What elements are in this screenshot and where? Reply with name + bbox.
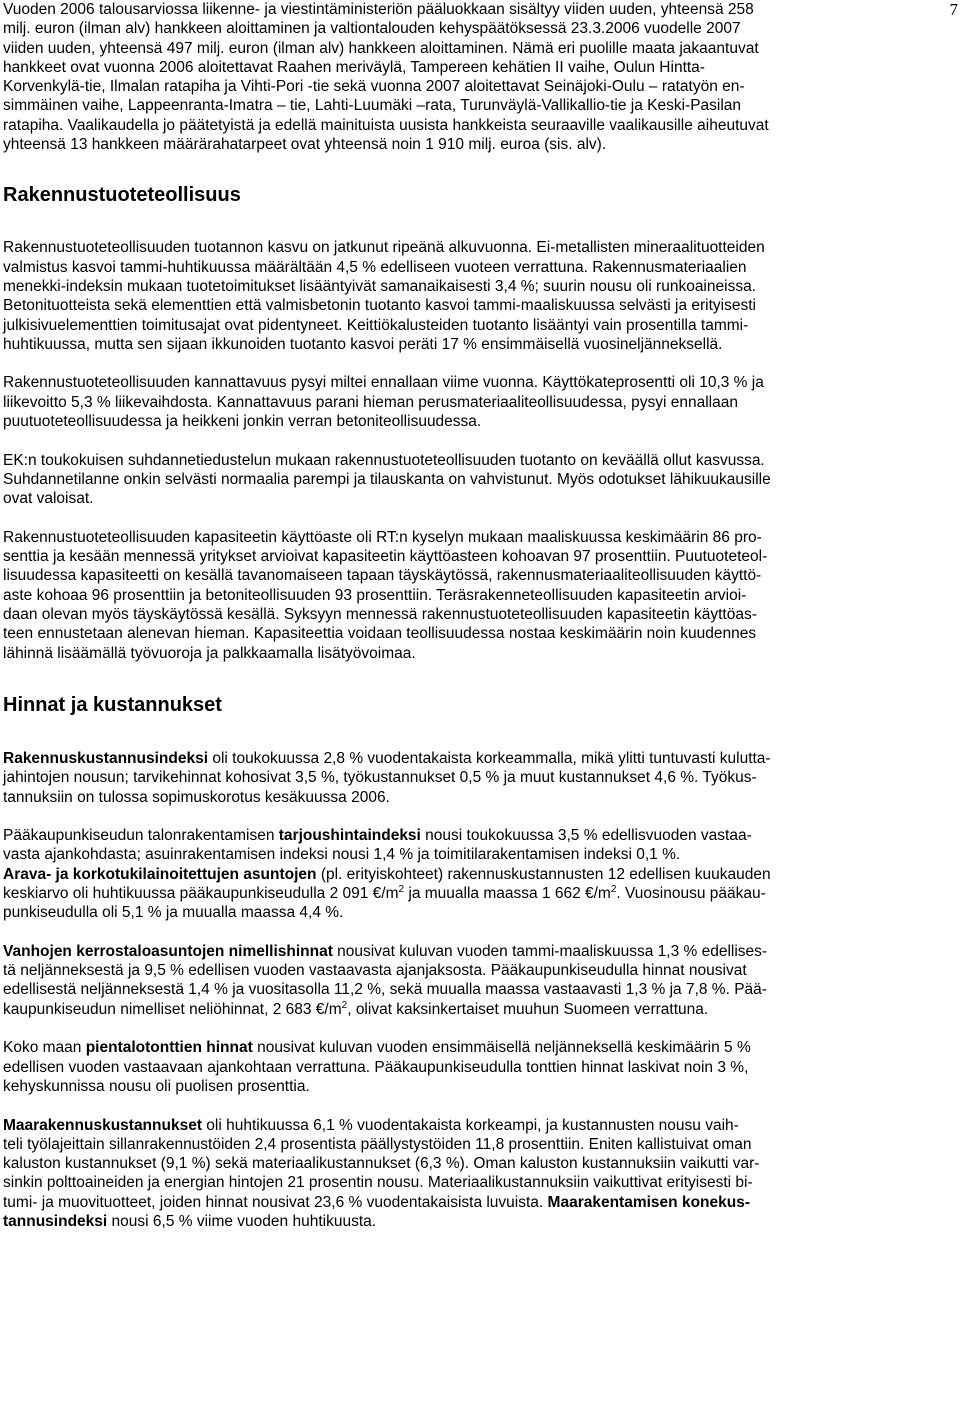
text-line: valmistus kasvoi tammi-huhtikuussa määrältään 4,5 % edelliseen vuoteen verrattuna. Rakennusmateriaalien	[3, 258, 747, 276]
text-line: vasta ajankohdasta; asuinrakentamisen indeksi nousi 1,4 % ja toimitilarakentamisen indeksi 0,1 %.	[3, 846, 681, 864]
text-line: punkiseudulla oli 5,1 % ja muualla maassa 4,4 %.	[3, 904, 344, 922]
text-run: oli toukokuussa 2,8 % vuodentakaista korkeammalla, mikä ylitti tuntuvasti kulutta-	[208, 749, 771, 767]
bold-term: tannusindeksi	[3, 1213, 108, 1231]
text-line: Betonituotteista sekä elementtien että valmisbetonin tuotanto kasvoi tammi-maaliskuussa selvästi ja erityisesti	[3, 297, 756, 315]
text-run: tumi- ja muovituotteet, joiden hinnat nousivat 23,6 % vuodentakaisista luvuista.	[3, 1193, 548, 1211]
bold-term: Arava- ja korkotukilainoitettujen asuntojen	[3, 865, 317, 883]
bold-term: Rakennuskustannusindeksi	[3, 749, 209, 767]
bold-term: Maarakennuskustannukset	[3, 1116, 202, 1134]
text-line: kehyskunnissa nousu oli puolisen prosenttia.	[3, 1077, 310, 1095]
bold-term: Maarakentamisen konekus-	[547, 1193, 750, 1211]
paragraph	[3, 1116, 953, 1232]
bold-term: tarjoushintaindeksi	[278, 827, 421, 845]
text-line: lähinnä lisäämällä työvuoroja ja palkkaamalla lisätyövoimaa.	[3, 644, 416, 662]
text-run: (pl. erityiskohteet) rakennuskustannusten 12 edellisen kuukauden	[316, 865, 771, 883]
text-run: nousivat kuluvan vuoden tammi-maaliskuussa 1,3 % edellises-	[332, 942, 768, 960]
text-line: Rakennustuoteteollisuuden tuotannon kasvu on jatkunut ripeänä alkuvuonna. Ei-metallisten mineraalituotteiden	[3, 239, 765, 257]
page-number: 7	[949, 0, 958, 19]
text-line: Rakennustuoteteollisuuden kannattavuus pysyi miltei ennallaan viime vuonna. Käyttökateprosentti oli 10,3 % ja	[3, 374, 764, 392]
superscript: 2	[341, 999, 348, 1011]
bold-term: Vanhojen kerrostaloasuntojen nimellishinnat	[3, 942, 333, 960]
text-line: huhtikuussa, mutta sen sijaan ikkunoiden tuotanto kasvoi peräti 17 % ensimmäisellä vuosineljänneksellä.	[3, 335, 723, 353]
text-line: liikevoitto 5,3 % liikevaihdosta. Kannattavuus parani hieman perusmateriaaliteollisuudessa, pysyi ennallaan	[3, 393, 738, 411]
text-line: Korvenkylä-tie, Ilmalan ratapiha ja Vihti-Pori -tie sekä vuonna 2007 aloitettavat Seinäjoki-Oulu – ratatyön en-	[3, 78, 745, 96]
paragraph	[3, 528, 953, 663]
superscript: 2	[398, 883, 405, 895]
text-line: ovat valoisat.	[3, 490, 94, 508]
text-line: teen ennustetaan alenevan hieman. Kapasiteettia voidaan teollisuudessa nostaa keskimäärin noin kuudennes	[3, 625, 757, 643]
section-heading-rakennustuoteteollisuus: Rakennustuoteteollisuus	[3, 184, 241, 207]
text-line: senttia ja kesään mennessä yritykset arvioivat kapasiteetin käyttöasteen kohoavan 97 prosenttiin. Puutuoteteol-	[3, 548, 768, 566]
superscript: 2	[610, 883, 617, 895]
text-line: julkisivuelementtien toimitusajat ovat pidentyneet. Keittiökalusteiden tuotanto lisääntyi vain prosentilla tammi-	[3, 316, 749, 334]
paragraph	[3, 373, 953, 431]
text-line: simmäinen vaihe, Lappeenranta-Imatra – tie, Lahti-Luumäki –rata, Turunväylä-Vallikallio-tie ja Keski-Pasilan	[3, 97, 742, 115]
text-run: , olivat kaksinkertaiset muuhun Suomeen verrattuna.	[347, 1000, 709, 1018]
text-line: puutuoteteollisuudessa ja heikkeni jonkin verran betoniteollisuudessa.	[3, 413, 482, 431]
paragraph	[3, 749, 953, 807]
text-run: Koko maan	[3, 1039, 86, 1057]
bold-term: pientalotonttien hinnat	[85, 1039, 253, 1057]
paragraph	[3, 451, 953, 509]
text-line: aste kohoaa 96 prosenttiin ja betoniteollisuuden 93 prosenttiin. Teräsrakenneteollisuuden kapasiteetin arvioi-	[3, 586, 747, 604]
text-line: viiden uuden, yhteensä 497 milj. euron (ilman alv) hankkeen aloittaminen. Nämä eri puolille maata jakaantuvat	[3, 39, 759, 57]
text-line: menekki-indeksin mukaan tuotetoimitukset lisääntyivät samanaikaisesti 3,4 %; suurin nousu oli runkoaineissa.	[3, 277, 756, 295]
text-line: hankkeet ovat vuonna 2006 aloitettavat Raahen meriväylä, Tampereen kehätien II vaihe, Oulun Hintta-	[3, 58, 705, 76]
section-heading-hinnat-ja-kustannukset: Hinnat ja kustannukset	[3, 693, 222, 716]
text-line: daan olevan myös täyskäytössä kesällä. Syksyyn mennessä rakennustuoteteollisuuden kapasiteetin käyttöas-	[3, 606, 757, 624]
text-line: jahintojen nousun; tarvikehinnat kohosivat 3,5 %, työkustannukset 0,5 % ja muut kustannukset 4,6 %. Työkus-	[3, 769, 757, 787]
document-body	[3, 0, 953, 1231]
text-run: nousivat kuluvan vuoden ensimmäisellä neljänneksellä keskimäärin 5 %	[252, 1039, 751, 1057]
text-run: keskiarvo oli huhtikuussa pääkaupunkiseudulla 2 091 €/m	[3, 884, 399, 902]
text-run: nousi 6,5 % viime vuoden huhtikuusta.	[107, 1213, 377, 1231]
text-line: Rakennustuoteteollisuuden kapasiteetin käyttöaste oli RT:n kyselyn mukaan maaliskuussa keskimäärin 86 pro-	[3, 528, 762, 546]
text-line: Suhdannetilanne onkin selvästi normaalia parempi ja tilauskanta on vahvistunut. Myös odotukset lähikuukausille	[3, 470, 771, 488]
text-run: ja muualla maassa 1 662 €/m	[404, 884, 611, 902]
text-line: Vuoden 2006 talousarviossa liikenne- ja viestintäministeriön pääluokkaan sisältyy viiden uuden, yhteensä 258	[3, 1, 754, 18]
paragraph	[3, 942, 953, 1019]
paragraph	[3, 826, 953, 922]
text-line: sinkin polttoaineiden ja energian hintojen 21 prosentin nousu. Materiaalikustannuksiin vaikuttivat erityisesti bi-	[3, 1174, 753, 1192]
text-line: milj. euron (ilman alv) hankkeen aloittaminen ja valtiontalouden kehyspäätöksessä 23.3.2006 vuodelle 2007	[3, 20, 741, 38]
text-run: Pääkaupunkiseudun talonrakentamisen	[3, 827, 279, 845]
text-line: tä neljänneksestä ja 9,5 % edellisen vuoden vastaavasta ajanjaksosta. Pääkaupunkiseudulla hinnat nousivat	[3, 962, 747, 980]
text-run: nousi toukokuussa 3,5 % edellisvuoden vastaa-	[420, 827, 752, 845]
text-run: . Vuosinousu pääkau-	[616, 884, 766, 902]
intro-paragraph	[3, 0, 953, 154]
text-line: tannuksiin on tulossa sopimuskorotus kesäkuussa 2006.	[3, 788, 390, 806]
text-run: kaupunkiseudun nimelliset neliöhinnat, 2 683 €/m	[3, 1000, 342, 1018]
text-line: kaluston kustannukset (9,1 %) sekä materiaalikustannukset (6,3 %). Oman kaluston kustannuksiin vaikutti var-	[3, 1155, 760, 1173]
text-line: edellisen vuoden vastaavaan ajankohtaan verrattuna. Pääkaupunkiseudulla tonttien hinnat laskivat noin 3 %,	[3, 1058, 749, 1076]
paragraph	[3, 238, 953, 354]
text-line: teli työlajeittain sillanrakennustöiden 2,4 prosentista päällystystöiden 11,8 prosenttiin. Eniten kallistuivat oman	[3, 1135, 752, 1153]
text-line: edellisestä neljänneksestä 1,4 % ja vuositasolla 11,2 %, sekä muualla maassa vastaavasti 1,3 % ja 7,8 %. Pää-	[3, 981, 767, 999]
text-line: lisuudessa kapasiteetti on kesällä tavanomaiseen tapaan täyskäytössä, rakennusmateriaaliteollisuuden käyttö-	[3, 567, 762, 585]
text-run: oli huhtikuussa 6,1 % vuodentakaista korkeampi, ja kustannusten nousu vaih-	[202, 1116, 739, 1134]
paragraph	[3, 1038, 953, 1096]
text-line: ratapiha. Vaalikaudella jo päätetyistä ja edellä mainituista uusista hankkeista seuraaville vaalikausille aiheutuvat	[3, 116, 769, 134]
text-line: yhteensä 13 hankkeen määrärahatarpeet ovat yhteensä noin 1 910 milj. euroa (sis. alv).	[3, 136, 607, 154]
text-line: EK:n toukokuisen suhdannetiedustelun mukaan rakennustuoteteollisuuden tuotanto on keväällä ollut kasvussa.	[3, 451, 765, 469]
